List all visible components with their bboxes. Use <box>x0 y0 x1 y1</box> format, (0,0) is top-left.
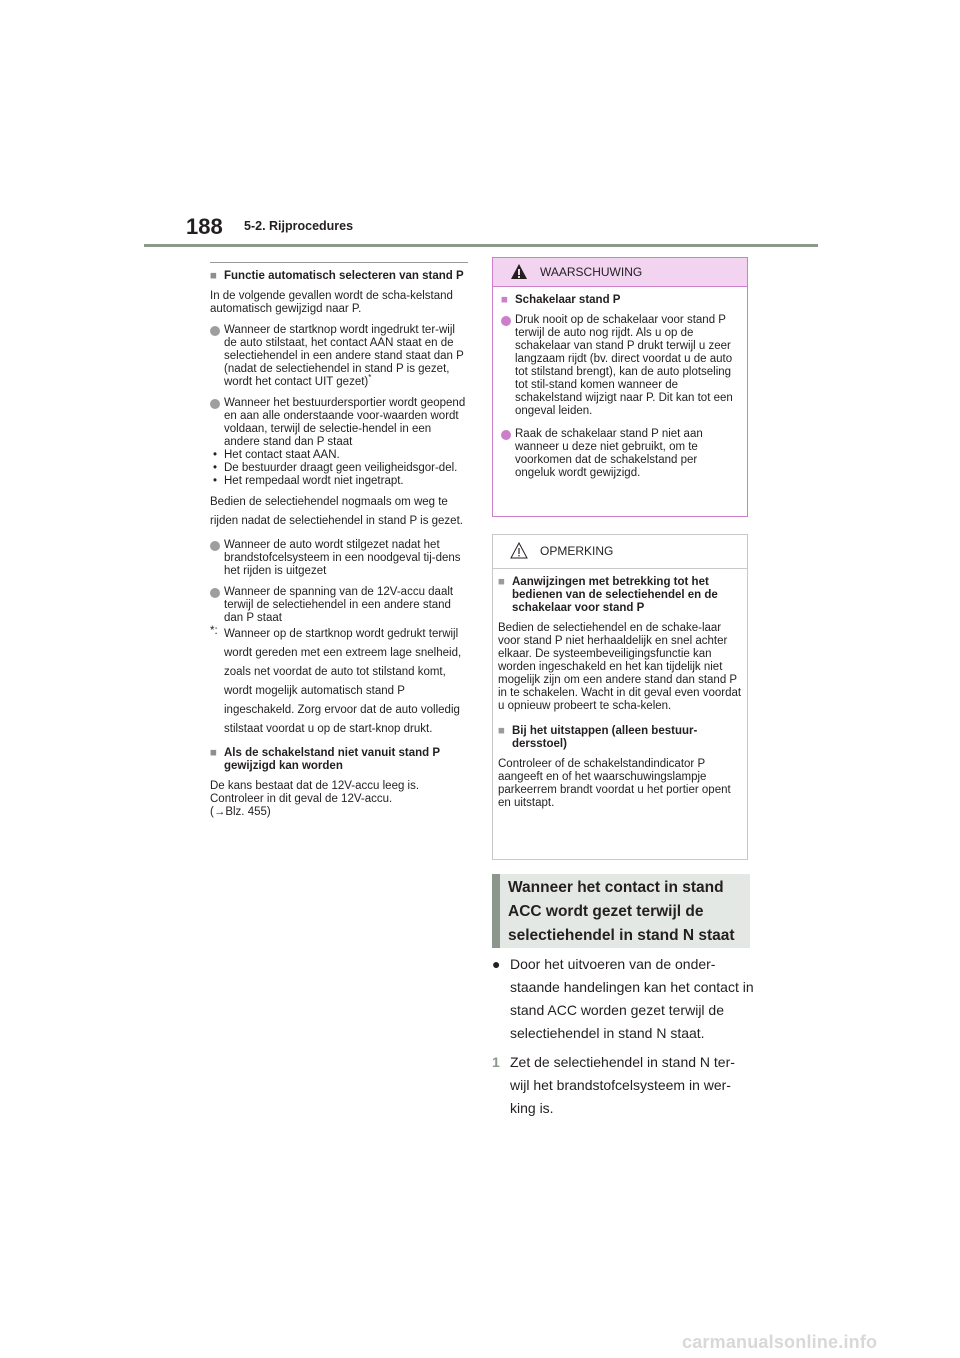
left-heading-not-from-p <box>210 747 468 773</box>
left-heading-auto-p <box>210 270 468 283</box>
right-step-1 <box>492 1051 754 1120</box>
note-heading-2 <box>498 725 742 751</box>
note-body <box>493 569 747 810</box>
left-intro: In de volgende gevallen wordt de scha-kelstand automatisch gewijzigd naar P. <box>210 290 453 315</box>
note-box <box>492 534 748 860</box>
round-bullet-icon <box>210 399 220 409</box>
sub-bullet-marker: • <box>213 462 218 474</box>
left-bullet-4 <box>210 586 468 625</box>
right-step-1-text: Zet de selectiehendel in stand N ter-wijl het brandstofcelsysteem in wer-king is. <box>510 1054 735 1116</box>
left-bullet-2-text: Wanneer het bestuurdersportier wordt geopend en aan alle onderstaande voor-waarden wordt voldaan, terwijl de selectie-hendel in een andere stand dan P staat <box>224 397 466 448</box>
left-sub-3-text: Het rempedaal wordt niet ingetrapt. <box>224 475 404 487</box>
left-sub-3 <box>210 475 468 488</box>
footnote-ref: * <box>368 373 372 383</box>
warning-bullet-1-text: Druk nooit op de schakelaar voor stand P terwijl de auto nog rijdt. Als u op de schakelaar van stand P drukt terwijl u zeer langzaam rijdt (bv. direct voordat u de auto tot stilstand brengt), kan de auto plotseling tot stil-stand komen wanneer de schakelstand wijzigt naar P. Dit kan tot een ongeval leiden. <box>515 314 733 417</box>
left-footnote-text: Wanneer op de startknop wordt gedrukt terwijl wordt gereden met een extreem lage snelheid, zoals net voordat de auto tot stilstand komt, wordt mogelijk automatisch stand P ingeschakeld. Zorg ervoor dat de auto volledig stilstaat voordat u op de start-knop drukt. <box>224 628 462 735</box>
square-bullet-icon: ■ <box>210 270 217 282</box>
left-para-2: Bedien de selectiehendel nogmaals om weg te rijden nadat de selectiehendel in stand P is gezet. <box>210 496 463 527</box>
note-heading-2-text: Bij het uitstappen (alleen bestuur-dersstoel) <box>512 725 698 750</box>
warning-heading-text: Schakelaar stand P <box>515 294 621 306</box>
round-bullet-icon <box>210 541 220 551</box>
round-bullet-icon <box>210 588 220 598</box>
section-heading: Wanneer het contact in stand ACC wordt gezet terwijl de selectiehendel in stand N staat <box>492 874 750 948</box>
warning-bullet-1 <box>501 314 739 418</box>
left-bullet-2 <box>210 397 468 449</box>
header-rule <box>144 244 818 247</box>
step-number: 1 <box>492 1054 500 1070</box>
note-heading-1-text: Aanwijzingen met betrekking tot het bedienen van de selectiehendel en de schakelaar voor stand P <box>512 576 718 614</box>
square-bullet-icon: ■ <box>498 576 505 588</box>
left-bullet-3 <box>210 539 468 578</box>
left-column <box>210 262 468 819</box>
warning-triangle-icon <box>510 263 528 280</box>
left-bullet-1-text: Wanneer de startknop wordt ingedrukt ter-wijl de auto stilstaat, het contact AAN staat en de selectiehendel in een andere stand staat dan P (nadat de selectiehendel in stand P is gezet, wordt het contact UIT gezet) <box>224 324 464 388</box>
left-heading-auto-p-text: Functie automatisch selecteren van stand P <box>224 270 464 282</box>
left-sub-1-text: Het contact staat AAN. <box>224 449 340 461</box>
left-top-rule <box>210 262 468 263</box>
round-bullet-icon: ● <box>492 956 501 972</box>
footnote-mark: *: <box>210 625 218 637</box>
square-bullet-icon: ■ <box>498 725 505 737</box>
section-title: 5-2. Rijprocedures <box>244 219 354 233</box>
left-page-ref: (→Blz. 455) <box>210 806 271 818</box>
square-bullet-icon: ■ <box>210 747 217 759</box>
square-bullet-icon: ■ <box>501 294 508 306</box>
warning-bullet-2-text: Raak de schakelaar stand P niet aan wanneer u deze niet gebruikt, om te voorkomen dat de schakelstand per ongeluk wordt gewijzigd. <box>515 428 703 479</box>
watermark: carmanualsonline.info <box>682 1332 878 1352</box>
warning-box <box>492 257 748 517</box>
note-title: OPMERKING <box>540 544 614 558</box>
warning-heading <box>501 294 739 307</box>
warning-title: WAARSCHUWING <box>540 265 643 279</box>
warning-body <box>493 287 747 480</box>
left-sub-1 <box>210 449 468 462</box>
caution-triangle-icon <box>510 542 528 559</box>
left-bullet-1 <box>210 324 468 389</box>
sub-bullet-marker: • <box>213 475 218 487</box>
left-sub-2 <box>210 462 468 475</box>
note-para-1: Bedien de selectiehendel en de schake-laar voor stand P niet herhaaldelijk en snel achter elkaar. De systeembeveiligingsfunctie kan worden ingeschakeld en het kan tijdelijk niet mogelijk zijn om een andere stand dan stand P in te schakelen. Wacht in dit geval even voordat u opnieuw probeert te scha-kelen. <box>498 622 742 712</box>
sub-bullet-marker: • <box>213 449 218 461</box>
round-bullet-icon <box>501 430 511 440</box>
left-bullet-4-text: Wanneer de spanning van de 12V-accu daalt terwijl de selectiehendel in een andere stand dan P staat <box>224 586 454 624</box>
note-header <box>493 535 747 569</box>
left-sub-2-text: De bestuurder draagt geen veiligheidsgor-del. <box>224 462 458 474</box>
warning-header <box>493 258 747 287</box>
left-bullet-3-text: Wanneer de auto wordt stilgezet nadat het brandstofcelsysteem in een noodgeval tij-dens het rijden is uitgezet <box>224 539 461 577</box>
warning-bullet-2 <box>501 428 739 480</box>
left-para-3: De kans bestaat dat de 12V-accu leeg is. Controleer in dit geval de 12V-accu. <box>210 780 420 805</box>
right-column <box>492 953 754 1126</box>
left-footnote <box>210 625 468 739</box>
right-bullet-1 <box>492 953 754 1045</box>
note-heading-1 <box>498 576 742 615</box>
note-para-2: Controleer of de schakelstandindicator P aangeeft en of het waarschuwingslampje parkeerrem brandt voordat u het portier opent en uitstapt. <box>498 758 731 809</box>
round-bullet-icon <box>501 316 511 326</box>
round-bullet-icon <box>210 326 220 336</box>
right-bullet-1-text: Door het uitvoeren van de onder-staande handelingen kan het contact in stand ACC worden gezet terwijl de selectiehendel in stand N staat. <box>510 956 754 1041</box>
left-heading-not-from-p-text: Als de schakelstand niet vanuit stand P gewijzigd kan worden <box>224 747 440 772</box>
page-number: 188 <box>186 214 223 239</box>
